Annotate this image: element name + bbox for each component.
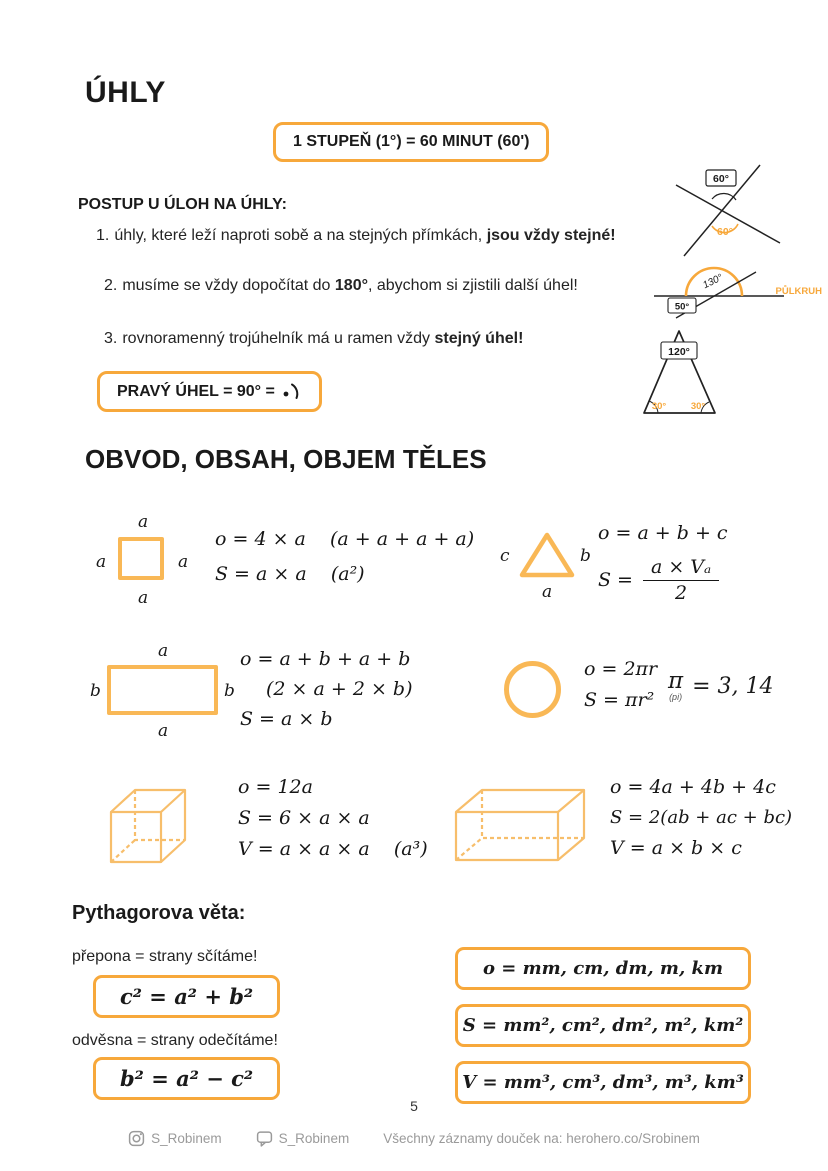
formula: o = 4a + 4b + 4c (610, 776, 776, 798)
triangle-figure (500, 530, 595, 605)
angle-label: 50° (674, 301, 690, 313)
list-item-number: 3. (104, 330, 118, 347)
degree-rule-text: 1 STUPEŇ (1°) = 60 MINUT (60') (293, 133, 530, 150)
units-volume-box: V = mm³, cm³, dm³, m³, km³ (455, 1061, 751, 1104)
angle-label: 60° (713, 173, 729, 185)
triangle-shape (517, 530, 577, 580)
cube-figure (103, 782, 198, 870)
side-label: a (178, 552, 189, 572)
square-formulas (215, 528, 474, 585)
right-angle-rule-text: PRAVÝ ÚHEL = 90° = (117, 382, 275, 400)
footer (0, 1130, 828, 1147)
formula: S = a × b (240, 708, 333, 730)
instagram-handle: S_Robinem (151, 1131, 222, 1146)
leg-note: odvěsna = strany odečítáme! (72, 1032, 278, 1049)
formula: S = πr² (584, 689, 655, 711)
side-label: a (96, 552, 107, 572)
formula: S = $\frac{\text{a × Vₐ}}{2}$ (598, 556, 728, 604)
rectangle-figure (90, 641, 240, 746)
half-circle-diagram (652, 256, 824, 320)
instagram-handle-group (128, 1130, 222, 1147)
vertical-angles-diagram (668, 163, 788, 258)
prism-formulas (610, 776, 792, 859)
prism-figure (450, 778, 590, 870)
pi-value: π (pi) = 3, 14 (668, 668, 774, 702)
page-number: 5 (410, 1098, 418, 1114)
steps-heading: POSTUP U ÚLOH NA ÚHLY: (78, 196, 287, 213)
rectangle-formulas (240, 648, 413, 730)
square-figure (90, 512, 202, 612)
hypotenuse-note: přepona = strany sčítáme! (72, 948, 258, 965)
units-area-box: S = mm², cm², dm², m², km² (455, 1004, 751, 1047)
side-label: a (158, 641, 169, 661)
angle-label: 30° (651, 401, 667, 412)
herohero-handle: S_Robinem (278, 1131, 350, 1146)
leg-formula-box: b² = a² − c² (93, 1057, 280, 1100)
angle-label: 130° (701, 272, 725, 292)
side-label: c (500, 546, 510, 566)
side-label: b (224, 681, 235, 701)
list-item-text: rovnoramenný trojúhelník má u ramen vždy stejný úhel! (122, 330, 524, 347)
formula: o = a + b + c (598, 522, 728, 544)
triangle-formulas (598, 522, 728, 604)
circle-shape (504, 661, 561, 718)
section-title: OBVOD, OBSAH, OBJEM TĚLES (85, 444, 487, 474)
fraction: $\frac{\text{a × Vₐ}}{2}$ (643, 556, 719, 604)
cube-formulas (238, 776, 428, 860)
herohero-handle-group (256, 1130, 350, 1147)
formula: V = a × a × a (a³) (238, 838, 428, 860)
page-title: ÚHLY (85, 76, 166, 109)
formula: S = a × a (a²) (215, 563, 365, 585)
list-item-number: 2. (104, 277, 118, 294)
list-item-text: úhly, které leží naproti sobě a na stejných přímkách, jsou vždy stejné! (114, 227, 616, 244)
right-angle-rule-box (97, 371, 322, 412)
formula: o = 4 × a (a + a + a + a) (215, 528, 475, 550)
angle-label: 120° (668, 346, 690, 358)
degree-rule-box (273, 122, 549, 162)
angle-label: 60° (717, 226, 733, 238)
instagram-icon (128, 1130, 145, 1147)
formula: V = a × b × c (610, 837, 742, 859)
units-perimeter-box: o = mm, cm, dm, m, km (455, 947, 751, 990)
right-angle-dot-icon (281, 382, 302, 401)
side-label: a (138, 512, 149, 532)
hypotenuse-formula-box: c² = a² + b² (93, 975, 280, 1018)
pi-symbol: π (pi) (668, 668, 684, 702)
side-label: a (542, 582, 553, 602)
rectangle-shape (107, 665, 218, 715)
side-label: b (90, 681, 101, 701)
formula: (2 × a + 2 × b) (266, 678, 413, 700)
pythagoras-title: Pythagorova věta: (72, 902, 246, 924)
isosceles-triangle-diagram (634, 325, 724, 421)
formula: S = 6 × a × a (238, 807, 370, 829)
formula: o = 2πr (584, 658, 658, 680)
side-label: a (158, 721, 169, 741)
list-item-text: musíme se vždy dopočítat do 180°, abychom si zjistili další úhel! (122, 277, 578, 294)
square-shape (118, 537, 164, 580)
formula: S = 2(ab + ac + bc) (610, 807, 793, 828)
formula: o = a + b + a + b (240, 648, 411, 670)
formula: o = 12a (238, 776, 313, 798)
speech-bubble-icon (256, 1130, 273, 1147)
list-item (104, 330, 684, 348)
footer-note: Všechny záznamy douček na: herohero.co/Srobinem (383, 1131, 700, 1146)
half-circle-caption: PŮLKRUH (775, 286, 822, 297)
angle-label: 30° (690, 401, 706, 412)
list-item-number: 1. (96, 227, 110, 244)
circle-formulas (584, 658, 657, 711)
list-item (104, 277, 684, 295)
side-label: a (138, 588, 149, 608)
side-label: b (580, 546, 591, 566)
list-item (96, 227, 676, 245)
